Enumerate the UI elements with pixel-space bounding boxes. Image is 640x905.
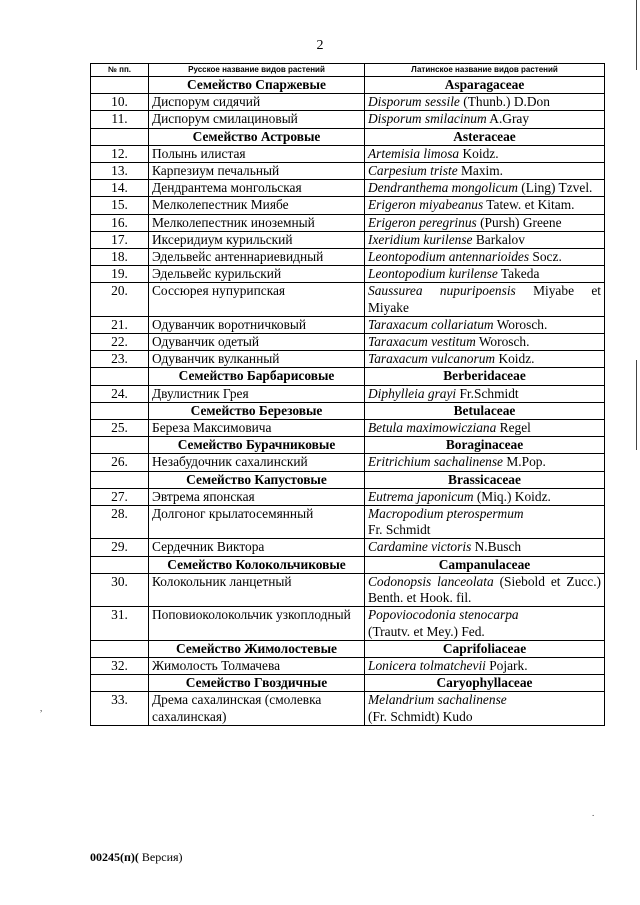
species-number: 33. xyxy=(91,692,149,725)
species-name-latin xyxy=(365,385,605,402)
author-citation: Fr. Schmidt xyxy=(368,522,431,538)
family-row xyxy=(91,77,605,94)
species-row xyxy=(91,454,605,471)
species-row xyxy=(91,249,605,266)
species-name-latin xyxy=(365,145,605,162)
author-citation: Koidz. xyxy=(495,351,535,367)
species-name-russian: Одуванчик воротничковый xyxy=(149,316,365,333)
species-row xyxy=(91,111,605,128)
species-name-russian: Мелколепестник Миябе xyxy=(149,197,365,214)
scientific-name: Eritrichium sachalinense xyxy=(368,454,504,470)
family-spacer xyxy=(91,437,149,454)
species-name-russian: Дендрантема монгольская xyxy=(149,180,365,197)
species-number: 20. xyxy=(91,283,149,316)
family-name-latin: Berberidaceae xyxy=(365,368,605,385)
scientific-name: Leontopodium antennarioides xyxy=(368,249,530,265)
family-name-latin: Caryophyllaceae xyxy=(365,675,605,692)
species-name-latin xyxy=(365,506,605,539)
species-name-latin xyxy=(365,163,605,180)
species-row xyxy=(91,180,605,197)
family-name-russian: Семейство Капустовые xyxy=(149,471,365,488)
header-russian-name: Русское название видов растений xyxy=(149,64,365,77)
header-latin-name: Латинское название видов растений xyxy=(365,64,605,77)
author-citation: (Thunb.) D.Don xyxy=(459,94,550,110)
scientific-name: Erigeron peregrinus xyxy=(368,214,477,230)
author-citation: Tatew. et Kitam. xyxy=(483,197,575,213)
species-number: 29. xyxy=(91,539,149,556)
author-citation: Regel xyxy=(496,420,531,436)
scientific-name: Ixeridium kurilense xyxy=(368,231,473,247)
species-number: 19. xyxy=(91,266,149,283)
author-citation: N.Busch xyxy=(471,539,522,555)
species-name-russian: Колокольник ланцетный xyxy=(149,573,365,606)
species-row xyxy=(91,197,605,214)
family-name-russian: Семейство Барбарисовые xyxy=(149,368,365,385)
document-footer xyxy=(90,850,183,865)
species-name-russian: Двулистник Грея xyxy=(149,385,365,402)
family-spacer xyxy=(91,402,149,419)
family-row xyxy=(91,675,605,692)
family-spacer xyxy=(91,675,149,692)
author-citation: Worosch. xyxy=(493,316,548,332)
species-name-russian: Дрема сахалинская (смолевка сахалинская) xyxy=(149,692,365,725)
scientific-name: Carpesium triste xyxy=(368,163,458,179)
species-row xyxy=(91,506,605,539)
species-name-latin xyxy=(365,573,605,606)
author-citation: Maxim. xyxy=(457,163,504,179)
species-name-russian: Сердечник Виктора xyxy=(149,539,365,556)
family-name-russian: Семейство Гвоздичные xyxy=(149,675,365,692)
species-name-russian: Жимолость Толмачева xyxy=(149,657,365,674)
author-citation: (Siebold et Zucc.) Benth. et Hook. fil. xyxy=(368,573,602,606)
scientific-name: Leontopodium kurilense xyxy=(368,266,498,282)
family-name-russian: Семейство Бурачниковые xyxy=(149,437,365,454)
species-row xyxy=(91,351,605,368)
species-name-latin xyxy=(365,111,605,128)
species-number: 22. xyxy=(91,334,149,351)
species-name-russian: Береза Максимовича xyxy=(149,420,365,437)
family-row xyxy=(91,368,605,385)
scan-speck: , xyxy=(40,703,43,713)
scientific-name: Taraxacum vulcanorum xyxy=(368,351,496,367)
species-name-latin xyxy=(365,334,605,351)
author-citation: (Trautv. et Mey.) Fed. xyxy=(368,623,485,639)
species-number: 32. xyxy=(91,657,149,674)
species-row xyxy=(91,657,605,674)
scientific-name: Eutrema japonicum xyxy=(368,488,474,504)
species-name-russian: Диспорум сидячий xyxy=(149,94,365,111)
species-row xyxy=(91,573,605,606)
author-citation: M.Pop. xyxy=(503,454,546,470)
scientific-name: Dendranthema mongolicum xyxy=(368,180,518,196)
species-name-russian: Эвтрема японская xyxy=(149,488,365,505)
species-name-russian: Поповиоколокольчик узкоплодный xyxy=(149,607,365,640)
header-row xyxy=(91,64,605,77)
species-name-russian: Одуванчик вулканный xyxy=(149,351,365,368)
scientific-name: Lonicera tolmatchevii xyxy=(368,657,486,673)
family-row xyxy=(91,471,605,488)
family-name-russian: Семейство Жимолостевые xyxy=(149,640,365,657)
author-citation: (Miq.) Koidz. xyxy=(473,488,551,504)
species-name-latin xyxy=(365,266,605,283)
species-name-russian: Незабудочник сахалинский xyxy=(149,454,365,471)
species-row xyxy=(91,692,605,725)
species-number: 10. xyxy=(91,94,149,111)
family-spacer xyxy=(91,640,149,657)
author-citation: Barkalov xyxy=(472,231,525,247)
species-number: 16. xyxy=(91,214,149,231)
species-row xyxy=(91,266,605,283)
species-name-latin xyxy=(365,607,605,640)
species-name-latin xyxy=(365,454,605,471)
table-header xyxy=(91,64,605,77)
scientific-name: Artemisia limosa xyxy=(368,145,460,161)
family-spacer xyxy=(91,471,149,488)
scientific-name: Macropodium pterospermum xyxy=(368,506,524,522)
species-name-latin xyxy=(365,283,605,316)
scientific-name: Betula maximowicziana xyxy=(368,420,497,436)
scientific-name: Erigeron miyabeanus xyxy=(368,197,484,213)
scientific-name: Popoviocodonia stenocarpa xyxy=(368,607,519,623)
species-number: 31. xyxy=(91,607,149,640)
species-row xyxy=(91,385,605,402)
species-row xyxy=(91,214,605,231)
document-code: 00245(п)( xyxy=(90,850,139,864)
species-row xyxy=(91,94,605,111)
scientific-name: Melandrium sachalinense xyxy=(368,692,507,708)
species-name-latin xyxy=(365,316,605,333)
family-spacer xyxy=(91,368,149,385)
header-number: № пп. xyxy=(91,64,149,77)
species-row xyxy=(91,334,605,351)
scientific-name: Cardamine victoris xyxy=(368,539,472,555)
family-spacer xyxy=(91,77,149,94)
scientific-name: Taraxacum collariatum xyxy=(368,316,494,332)
species-name-latin xyxy=(365,249,605,266)
table-body xyxy=(91,77,605,726)
species-row xyxy=(91,488,605,505)
species-name-russian: Долгоног крылатосемянный xyxy=(149,506,365,539)
scan-edge-line xyxy=(636,360,637,450)
species-row xyxy=(91,316,605,333)
species-row xyxy=(91,163,605,180)
species-number: 13. xyxy=(91,163,149,180)
family-row xyxy=(91,128,605,145)
scan-speck: . xyxy=(592,808,595,818)
species-row xyxy=(91,607,605,640)
species-name-latin xyxy=(365,214,605,231)
species-number: 21. xyxy=(91,316,149,333)
species-name-russian: Эдельвейс антеннариевидный xyxy=(149,249,365,266)
species-number: 26. xyxy=(91,454,149,471)
scientific-name: Taraxacum vestitum xyxy=(368,334,476,350)
species-number: 24. xyxy=(91,385,149,402)
family-name-latin: Asparagaceae xyxy=(365,77,605,94)
species-row xyxy=(91,231,605,248)
author-citation: Takeda xyxy=(497,266,540,282)
species-name-latin xyxy=(365,180,605,197)
author-citation: Koidz. xyxy=(459,145,499,161)
species-number: 30. xyxy=(91,573,149,606)
family-name-russian: Семейство Астровые xyxy=(149,128,365,145)
species-name-latin xyxy=(365,692,605,725)
scientific-name: Codonopsis lanceolata xyxy=(368,573,494,589)
species-number: 12. xyxy=(91,145,149,162)
species-name-russian: Соссюрея нупурипская xyxy=(149,283,365,316)
author-citation: Miyabe et Miyake xyxy=(368,283,602,315)
author-citation: Socz. xyxy=(529,249,562,265)
species-table xyxy=(90,63,605,726)
species-name-russian: Полынь илистая xyxy=(149,145,365,162)
scientific-name: Disporum smilacinum xyxy=(368,111,487,127)
author-citation: (Ling) Tzvel. xyxy=(517,180,593,196)
species-name-latin xyxy=(365,657,605,674)
family-name-latin: Betulaceae xyxy=(365,402,605,419)
page-number: 2 xyxy=(316,38,324,53)
scientific-name: Diphylleia grayi xyxy=(368,385,457,401)
species-number: 27. xyxy=(91,488,149,505)
family-name-latin: Brassicaceae xyxy=(365,471,605,488)
author-citation: A.Gray xyxy=(486,111,530,127)
species-name-latin xyxy=(365,351,605,368)
species-row xyxy=(91,539,605,556)
author-citation: Fr.Schmidt xyxy=(456,385,519,401)
author-citation: Pojark. xyxy=(485,657,528,673)
species-number: 23. xyxy=(91,351,149,368)
scientific-name: Saussurea nupuripoensis xyxy=(368,283,516,299)
family-name-russian: Семейство Спаржевые xyxy=(149,77,365,94)
family-spacer xyxy=(91,128,149,145)
species-name-russian: Диспорум смилациновый xyxy=(149,111,365,128)
scientific-name: Disporum sessile xyxy=(368,94,460,110)
family-name-latin: Boraginaceae xyxy=(365,437,605,454)
document-version: Версия) xyxy=(138,850,183,864)
species-name-russian: Мелколепестник иноземный xyxy=(149,214,365,231)
author-citation: (Pursh) Greene xyxy=(476,214,562,230)
species-row xyxy=(91,420,605,437)
family-spacer xyxy=(91,556,149,573)
species-number: 14. xyxy=(91,180,149,197)
species-row xyxy=(91,145,605,162)
family-name-russian: Семейство Березовые xyxy=(149,402,365,419)
author-citation: Worosch. xyxy=(475,334,530,350)
species-number: 17. xyxy=(91,231,149,248)
species-name-latin xyxy=(365,420,605,437)
family-name-latin: Campanulaceae xyxy=(365,556,605,573)
species-number: 15. xyxy=(91,197,149,214)
species-name-latin xyxy=(365,197,605,214)
species-name-latin xyxy=(365,231,605,248)
species-name-russian: Иксеридиум курильский xyxy=(149,231,365,248)
species-number: 18. xyxy=(91,249,149,266)
family-row xyxy=(91,402,605,419)
species-number: 11. xyxy=(91,111,149,128)
family-name-russian: Семейство Колокольчиковые xyxy=(149,556,365,573)
species-name-latin xyxy=(365,539,605,556)
species-name-latin xyxy=(365,94,605,111)
species-name-russian: Карпезиум печальный xyxy=(149,163,365,180)
family-name-latin: Caprifoliaceae xyxy=(365,640,605,657)
species-name-russian: Эдельвейс курильский xyxy=(149,266,365,283)
species-number: 28. xyxy=(91,506,149,539)
author-citation: (Fr. Schmidt) Kudo xyxy=(368,708,473,724)
family-row xyxy=(91,556,605,573)
species-name-latin xyxy=(365,488,605,505)
family-row xyxy=(91,640,605,657)
species-number: 25. xyxy=(91,420,149,437)
family-name-latin: Asteraceae xyxy=(365,128,605,145)
scan-edge-line xyxy=(636,0,637,70)
species-row xyxy=(91,283,605,316)
family-row xyxy=(91,437,605,454)
species-name-russian: Одуванчик одетый xyxy=(149,334,365,351)
